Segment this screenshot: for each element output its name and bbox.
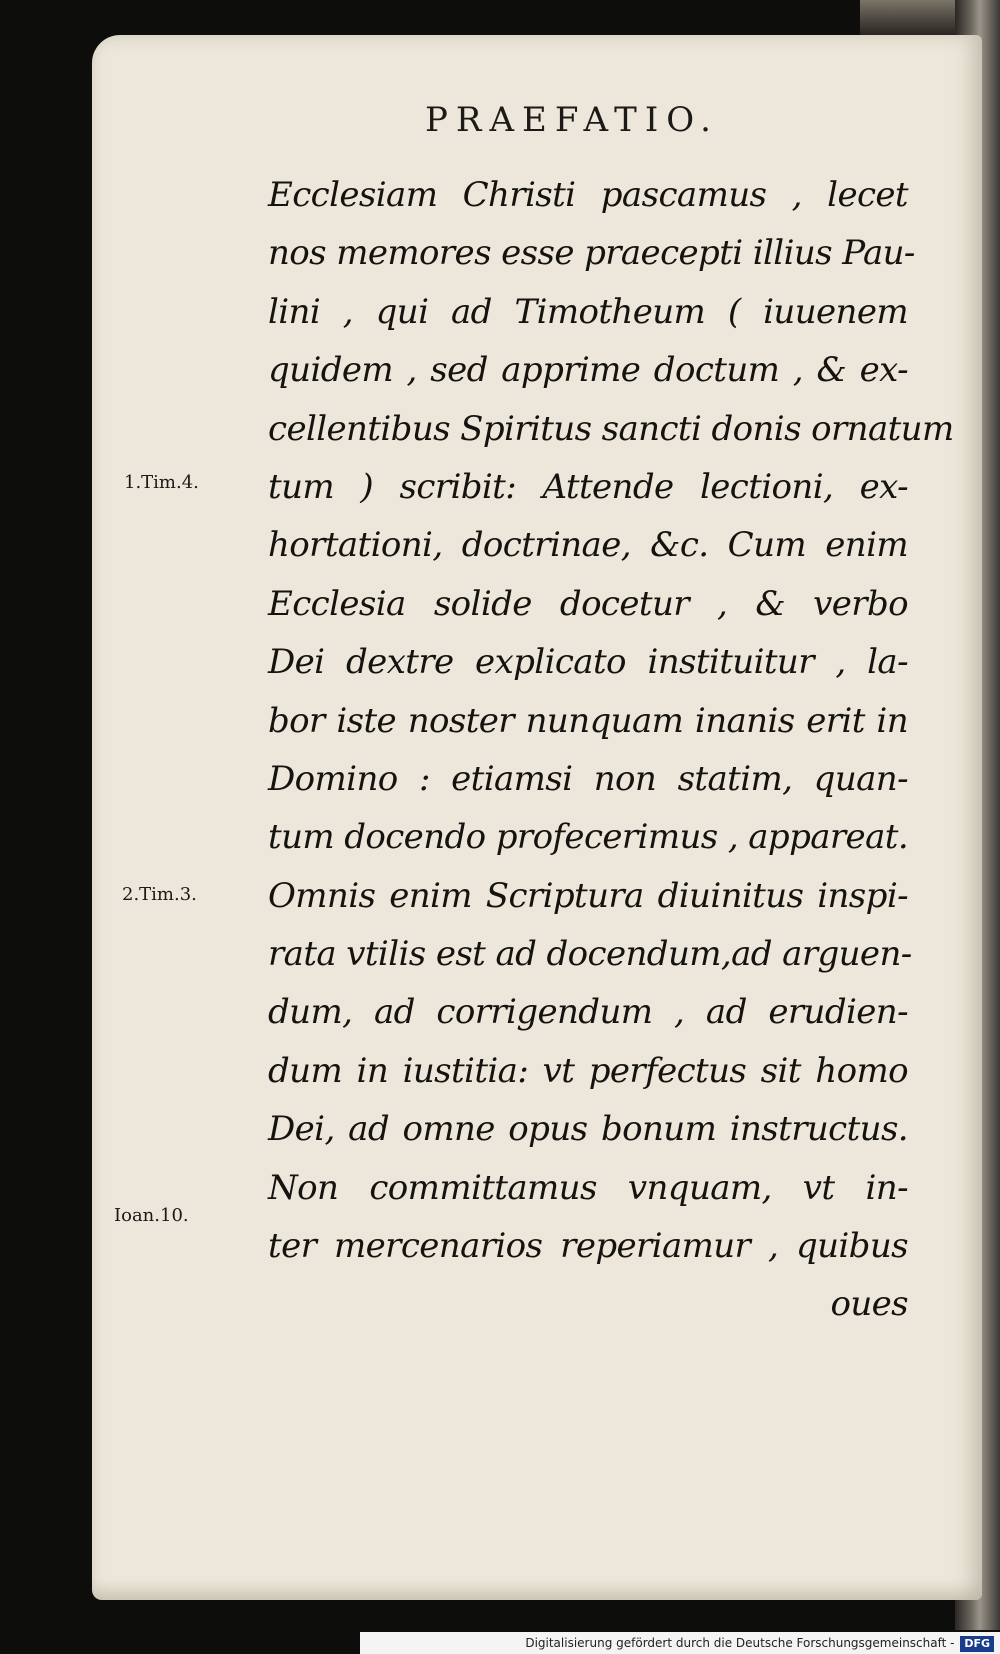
text-line: Omnis enim Scriptura diuinitus inspi- bbox=[268, 875, 908, 916]
text-line: lini , qui ad Timotheum ( iuuenem bbox=[268, 291, 908, 332]
digitization-credit bbox=[360, 1632, 1000, 1654]
text-line: nos memores esse praecepti illius Pau- bbox=[268, 233, 915, 274]
text-line: dum, ad corrigendum , ad erudien- bbox=[268, 992, 908, 1033]
text-line: dum in iustitia: vt perfectus sit homo bbox=[268, 1050, 908, 1091]
text-line: Ecclesiam Christi pascamus , lecet bbox=[268, 175, 908, 215]
text-line: bor iste noster nunquam inanis erit in bbox=[268, 700, 908, 741]
catchword: oues bbox=[830, 1284, 908, 1325]
dfg-logo-icon: DFG bbox=[960, 1636, 994, 1652]
credit-text: Digitalisierung gefördert durch die Deutsche Forschungsgemeinschaft - bbox=[525, 1636, 955, 1650]
margin-reference: 1.Tim.4. bbox=[124, 472, 199, 493]
margin-reference: 2.Tim.3. bbox=[122, 884, 197, 905]
text-line: Domino : etiamsi non statim, quan- bbox=[268, 758, 908, 799]
text-line: Non committamus vnquam, vt in- bbox=[268, 1167, 908, 1208]
text-line: ter mercenarios reperiamur , quibus bbox=[268, 1226, 908, 1267]
text-line: tum docendo profecerimus , appareat. bbox=[268, 817, 909, 858]
text-line: cellentibus Spiritus sancti donis ornatum bbox=[268, 408, 954, 449]
text-line: Ecclesia solide docetur , & verbo bbox=[268, 583, 908, 624]
text-line: hortationi, doctrinae, &c. Cum enim bbox=[268, 525, 908, 566]
text-body bbox=[268, 166, 954, 1334]
text-line: quidem , sed apprime doctum , & ex- bbox=[268, 350, 908, 391]
text-line: Dei, ad omne opus bonum instructus. bbox=[268, 1109, 908, 1150]
text-line: tum ) scribit: Attende lectioni, ex- bbox=[268, 466, 908, 507]
margin-reference: Ioan.10. bbox=[114, 1205, 189, 1226]
text-line: Dei dextre explicato instituitur , la- bbox=[268, 642, 908, 683]
text-line: rata vtilis est ad docendum,ad arguen- bbox=[268, 934, 912, 975]
page-header: PRAEFATIO. bbox=[425, 100, 719, 140]
